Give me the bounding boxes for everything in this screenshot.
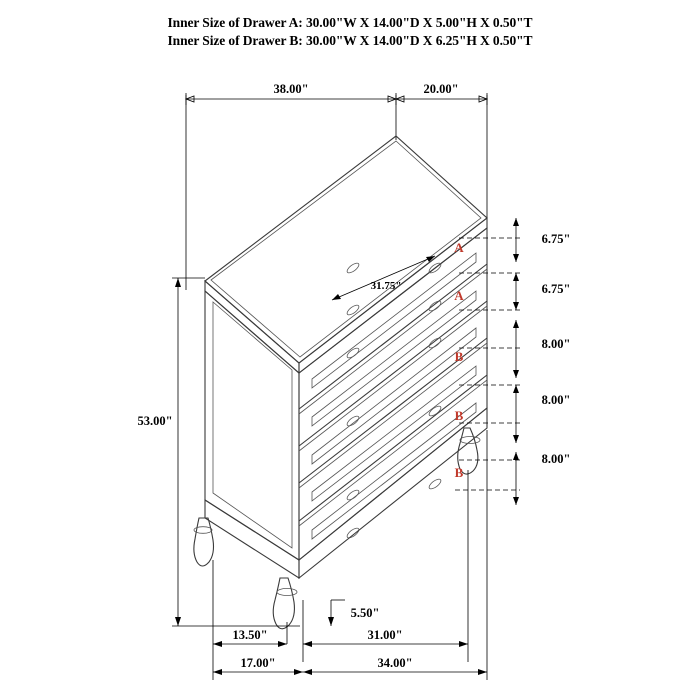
dim-drawer-a1-height: 6.75" [541,232,571,246]
dim-overall-height: 53.00" [137,414,173,428]
dim-front-width: 31.00" [367,628,403,642]
dim-base-width: 34.00" [377,656,413,670]
dim-top-width: 38.00" [273,82,309,96]
leg-height-dimension-group [328,600,345,626]
drawer-label-b3: B [454,465,464,480]
drawer-a-inner-size-text: Inner Size of Drawer A: 30.00"W X 14.00"D X 5.00"H X 0.50"T [167,15,533,30]
dim-drawer-b3-height: 8.00" [541,452,571,466]
drawer-label-a1: A [454,240,464,255]
dim-leg-height: 5.50" [350,606,380,620]
dim-drawer-b1-height: 8.00" [541,337,571,351]
drawer-label-b2: B [454,408,464,423]
dim-drawer-face-width: 31.75" [370,280,402,292]
drawer-b-inner-size-text: Inner Size of Drawer B: 30.00"W X 14.00"D X 6.25"H X 0.50"T [167,33,533,48]
drawer-face-width-group [332,256,435,300]
overall-height-dimension-group [172,278,300,626]
dim-top-depth: 20.00" [423,82,459,96]
drawer-label-a2: A [454,288,464,303]
bottom-dimension-group [213,430,487,680]
dim-side-depth: 13.50" [232,628,268,642]
chest-body [194,136,487,629]
dim-drawer-b2-height: 8.00" [541,393,571,407]
dim-base-depth: 17.00" [240,656,276,670]
dim-drawer-a2-height: 6.75" [541,282,571,296]
drawer-label-b1: B [454,349,464,364]
top-dimension-group [186,93,487,290]
